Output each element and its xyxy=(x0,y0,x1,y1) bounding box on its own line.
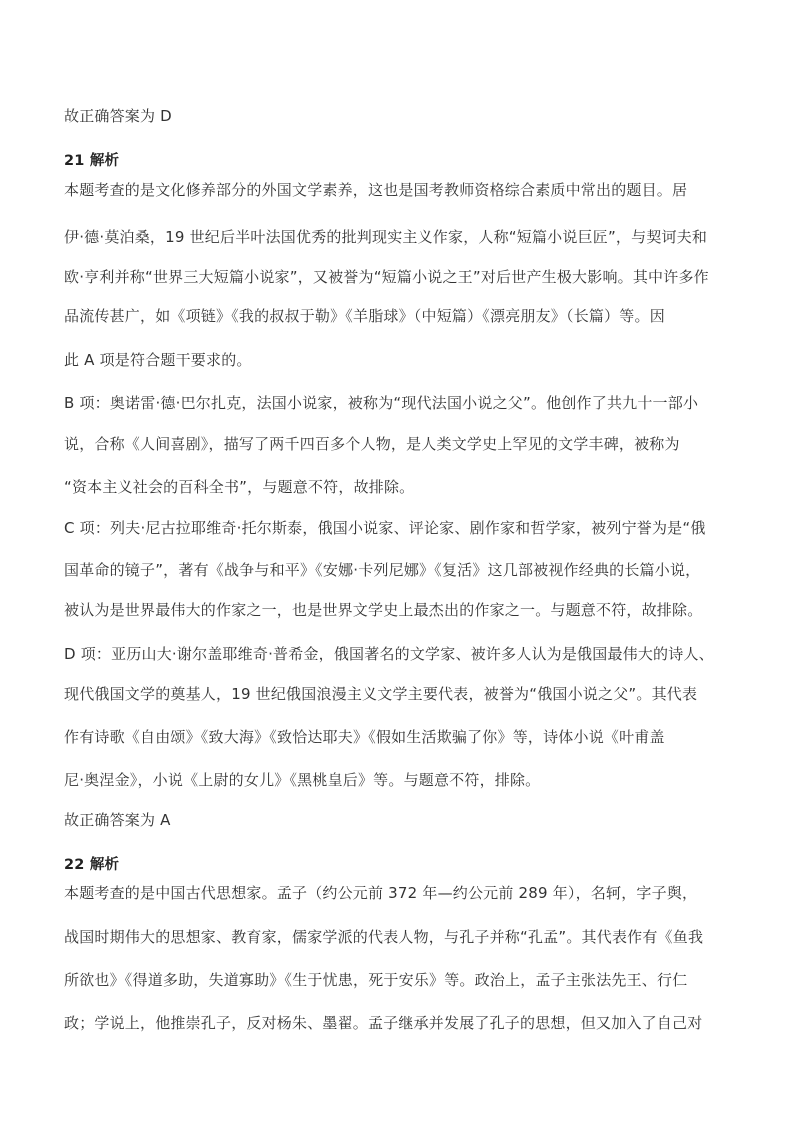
paragraph-line: “资本主义社会的百科全书”，与题意不符，故排除。 xyxy=(64,478,415,496)
paragraph-line: 欧·亨利并称“世界三大短篇小说家”，又被誉为“短篇小说之王”对后世产生极大影响。其中许多作 xyxy=(64,268,709,286)
paragraph-line: 本题考查的是文化修养部分的外国文学素养，这也是国考教师资格综合素质中常出的题目。居 xyxy=(64,181,688,199)
section-heading-21: 21 解析 xyxy=(64,153,120,169)
paragraph-line: 尼·奥涅金》，小说《上尉的女儿》《黑桃皇后》等。与题意不符，排除。 xyxy=(64,771,541,789)
paragraph-line: 政；学说上，他推崇孔子，反对杨朱、墨翟。孟子继承并发展了孔子的思想，但又加入了自己对 xyxy=(64,1014,703,1032)
answer-line-21: 故正确答案为 A xyxy=(64,811,171,829)
paragraph-line: 说，合称《人间喜剧》，描写了两千四百多个人物，是人类文学史上罕见的文学丰碑，被称为 xyxy=(64,435,680,453)
paragraph-line: D 项：亚历山大·谢尔盖耶维奇·普希金，俄国著名的文学家、被许多人认为是俄国最伟大的诗人、 xyxy=(64,645,714,663)
paragraph-line: 所欲也》《得道多助，失道寡助》《生于忧患，死于安乐》等。政治上，孟子主张法先王、行仁 xyxy=(64,971,688,989)
section-heading-22: 22 解析 xyxy=(64,857,120,873)
answer-line-20: 故正确答案为 D xyxy=(64,107,172,125)
paragraph-line: C 项：列夫·尼古拉耶维奇·托尔斯泰，俄国小说家、评论家、剧作家和哲学家，被列宁誉为是“俄 xyxy=(64,519,706,537)
paragraph-line: 现代俄国文学的奠基人，19 世纪俄国浪漫主义文学主要代表，被誉为“俄国小说之父”。其代表 xyxy=(64,685,698,703)
paragraph-line: 本题考查的是中国古代思想家。孟子（约公元前 372 年—约公元前 289 年），名轲，字子舆， xyxy=(64,884,698,902)
paragraph-line: 伊·德·莫泊桑，19 世纪后半叶法国优秀的批判现实主义作家，人称“短篇小说巨匠”，与契诃夫和 xyxy=(64,228,708,246)
paragraph-line: 被认为是世界最伟大的作家之一，也是世界文学史上最杰出的作家之一。与题意不符，故排除。 xyxy=(64,601,703,619)
paragraph-line: B 项：奥诺雷·德·巴尔扎克，法国小说家，被称为“现代法国小说之父”。他创作了共九十一部小 xyxy=(64,394,699,412)
paragraph-line: 战国时期伟大的思想家、教育家，儒家学派的代表人物，与孔子并称“孔孟”。其代表作有《鱼我 xyxy=(64,928,704,946)
paragraph-line: 作有诗歌《自由颂》《致大海》《致恰达耶夫》《假如生活欺骗了你》等，诗体小说《叶甫盖 xyxy=(64,728,665,746)
paragraph-line: 国革命的镜子”，著有《战争与和平》《安娜·卡列尼娜》《复活》这几部被视作经典的长篇小说， xyxy=(64,561,701,579)
paragraph-line: 此 A 项是符合题干要求的。 xyxy=(64,351,252,369)
paragraph-line: 品流传甚广，如《项链》《我的叔叔于勒》《羊脂球》（中短篇）《漂亮朋友》（长篇）等。因 xyxy=(64,307,665,325)
